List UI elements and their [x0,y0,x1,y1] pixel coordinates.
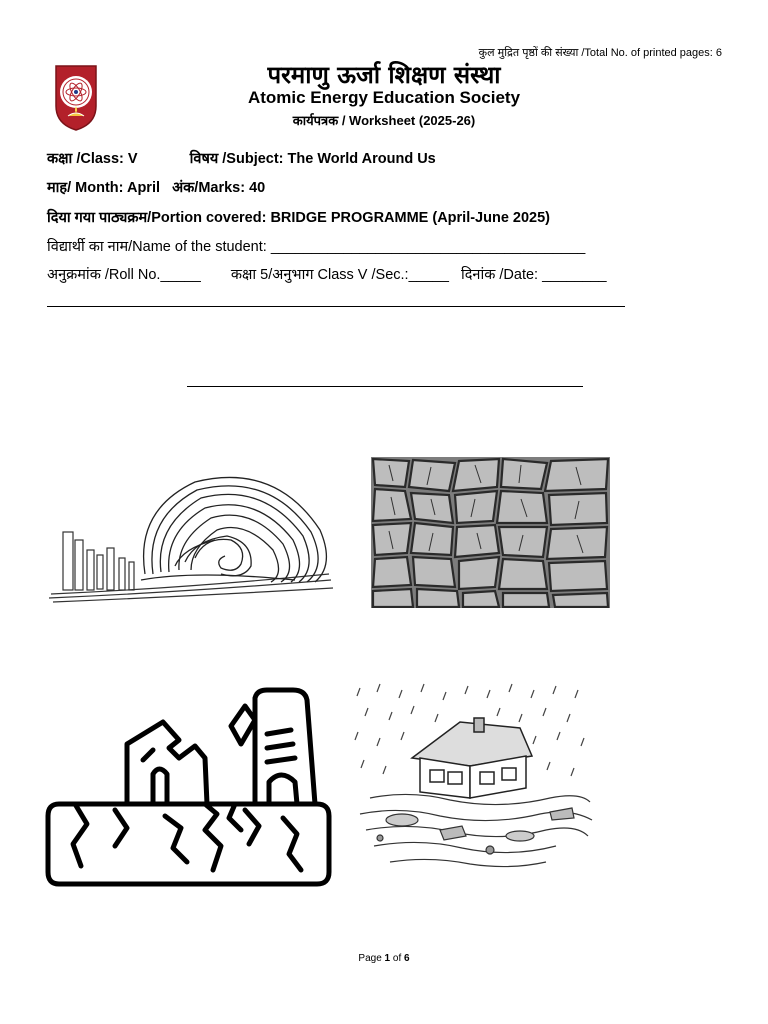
org-name-hindi: परमाणु ऊर्जा शिक्षण संस्था [267,61,501,89]
center-divider-line [187,386,583,387]
flooded-house [350,680,597,880]
earthquake-buildings [45,686,333,888]
divider-line [47,306,625,307]
marks-label: अंक/Marks: 40 [172,180,266,196]
worksheet-title-english: / Worksheet (2025-26) [341,113,476,128]
page-number: Page 1 of 6 [358,953,410,964]
class-label: कक्षा /Class: V [47,151,138,167]
roll-number-field: अनुक्रमांक /Roll No._____ [47,267,201,283]
subject-label: विषय /Subject: The World Around Us [189,151,436,167]
section-field: कक्षा 5/अनुभाग Class V /Sec.:_____ [230,267,449,283]
org-name-english: Atomic Energy Education Society [247,88,521,107]
roll-section-date-row [47,264,607,284]
portion-covered: दिया गया पाठ्यक्रम/Portion covered: BRIDGE PROGRAMME (April-June 2025) [47,210,551,226]
cracked-dry-earth [371,457,610,608]
month-marks-row [47,177,265,197]
month-label: माह/ Month: April [47,180,161,196]
worksheet-title-hindi: कार्यपत्रक [292,113,339,128]
class-subject-row [47,148,436,168]
current-page: 1 [384,953,391,964]
date-field: दिनांक /Date: ________ [460,267,607,283]
student-name-field: विद्यार्थी का नाम/Name of the student: _______________________________________ [47,239,586,255]
worksheet-title [0,111,768,129]
wave-drawing [45,470,337,605]
printed-pages-note: कुल मुद्रित पृष्ठों की संख्या /Total No. of printed pages: 6 [478,47,722,59]
total-pages: 6 [404,953,410,964]
